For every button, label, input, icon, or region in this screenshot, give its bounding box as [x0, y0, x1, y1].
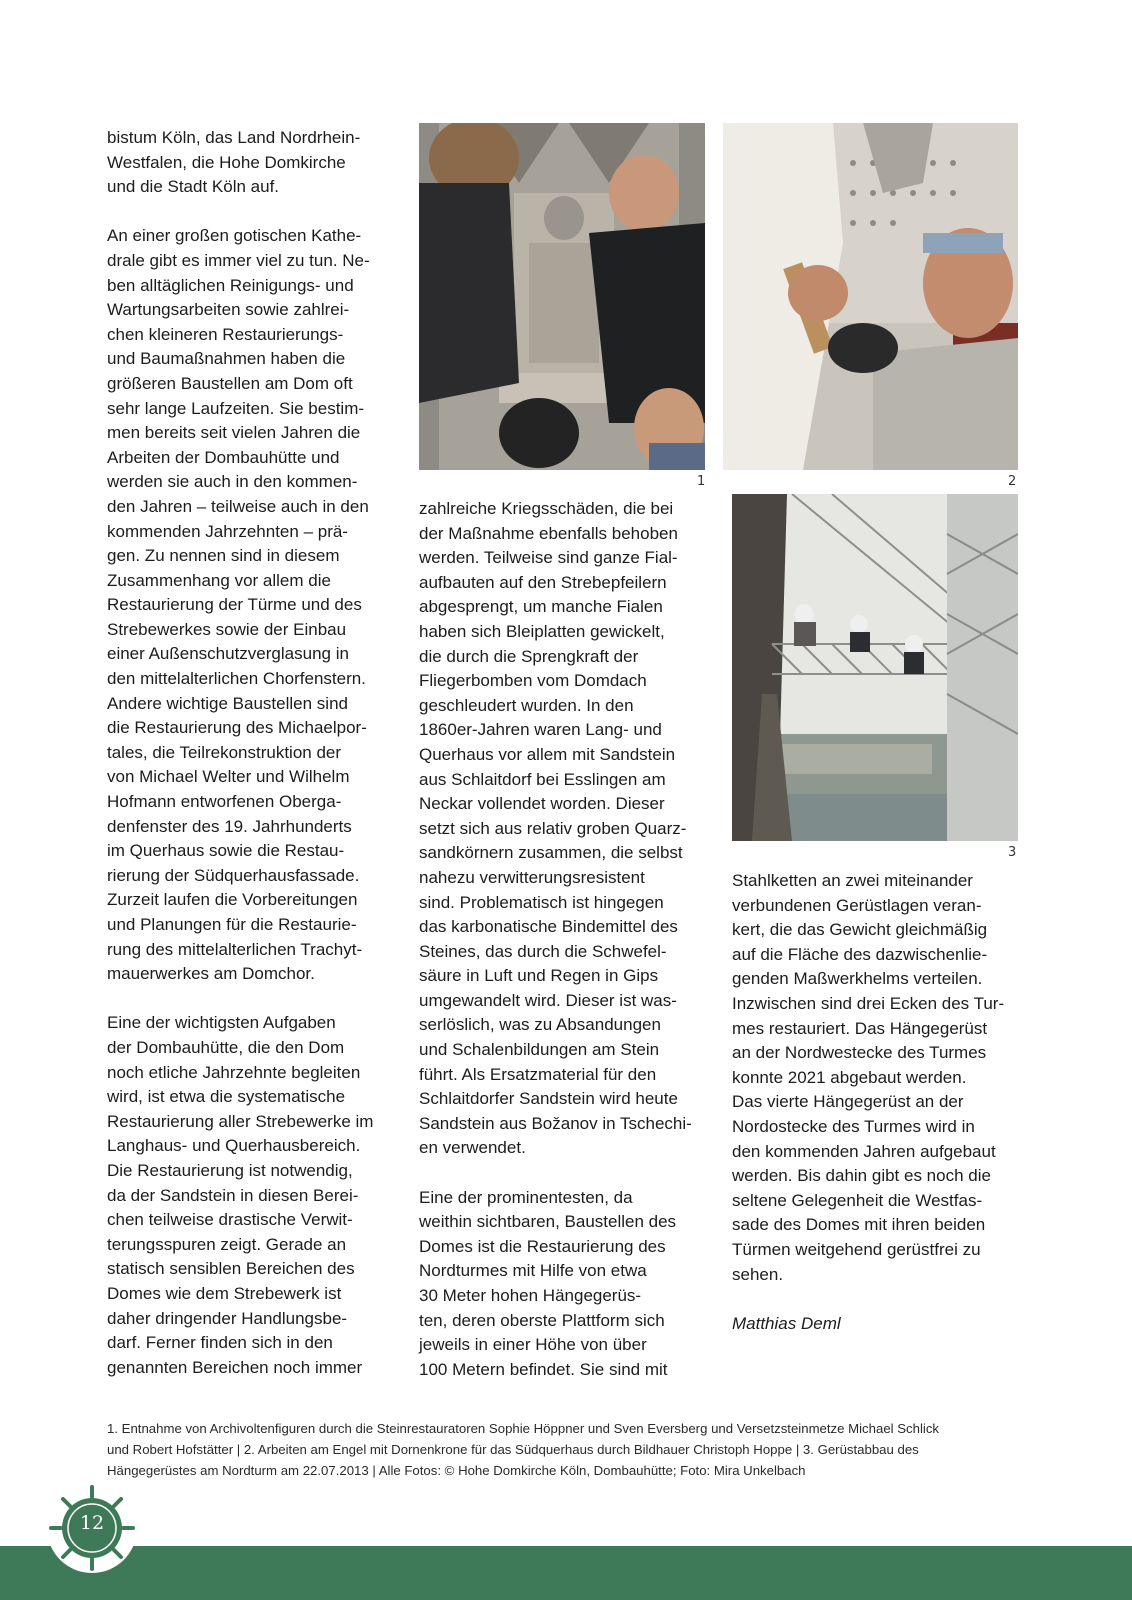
text-line: aus Schlaitdorf bei Esslingen am	[419, 769, 666, 789]
text-column-3	[732, 869, 1022, 1361]
text-line: sandkörnern zusammen, die selbst	[419, 843, 683, 863]
paragraph	[419, 497, 709, 1161]
footer-bar	[0, 1546, 1132, 1600]
text-line: bistum Köln, das Land Nordrhein-	[107, 128, 361, 147]
text-line: wird, ist etwa die systematische	[107, 1087, 346, 1107]
text-line: Steines, das durch die Schwefel-	[419, 941, 667, 961]
text-line: Die Restaurierung ist notwendig,	[107, 1160, 353, 1180]
photo-captions	[107, 1418, 1027, 1481]
text-line: abgesprengt, um manche Fialen	[419, 597, 663, 617]
text-line: 30 Meter hohen Hängegerüs-	[419, 1286, 642, 1305]
text-line: serlöslich, was zu Absandungen	[419, 1015, 661, 1035]
text-line: Nordostecke des Turmes wird in	[732, 1116, 975, 1136]
text-line: geschleudert wurden. In den	[419, 695, 634, 715]
text-line: Strebewerkes sowie der Einbau	[107, 619, 347, 639]
text-line: von Michael Welter und Wilhelm	[107, 767, 350, 787]
text-line: ten, deren oberste Plattform sich	[419, 1310, 665, 1330]
text-line: nahezu verwitterungsresistent	[419, 867, 645, 887]
photo-sculptor	[723, 123, 1018, 470]
text-line: Domes wie dem Strebewerk ist	[107, 1283, 342, 1303]
text-line: drale gibt es immer viel zu tun. Ne-	[107, 250, 370, 270]
caption-line: und Robert Hofstätter | 2. Arbeiten am Engel mit Dornenkrone für das Südquerhaus durch Bildhauer Christoph Hoppe | 3. Gerüstabbau des	[107, 1442, 919, 1457]
text-line: genannten Bereichen noch immer	[107, 1357, 363, 1377]
text-line: Andere wichtige Baustellen sind	[107, 693, 348, 713]
text-line: chen teilweise drastische Verwit-	[107, 1210, 353, 1230]
text-line: und Baumaßnahmen haben die	[107, 349, 346, 369]
text-line: säure in Luft und Regen in Gips	[419, 966, 659, 986]
text-line: tales, die Teilrekonstruktion der	[107, 742, 342, 762]
text-line: en verwendet.	[419, 1138, 526, 1158]
text-line: Westfalen, die Hohe Domkirche	[107, 152, 346, 172]
text-line: chen kleineren Restaurierungs-	[107, 324, 344, 344]
text-line: An einer großen gotischen Kathe-	[107, 226, 362, 246]
text-line: einer Außenschutzverglasung in	[107, 644, 349, 664]
text-line: werden. Teilweise sind ganze Fial-	[419, 548, 678, 568]
paragraph	[107, 1011, 397, 1380]
text-line: statisch sensiblen Bereichen des	[107, 1259, 355, 1279]
text-line: kommenden Jahrzehnten – prä-	[107, 521, 348, 541]
text-line: der Dombauhütte, die den Dom	[107, 1037, 345, 1057]
text-line: führt. Als Ersatzmaterial für den	[419, 1064, 657, 1084]
caption-line: Hängegerüstes am Nordturm am 22.07.2013 | Alle Fotos: © Hohe Domkirche Köln, Dombauhütte; Foto: Mira Unkelbach	[107, 1463, 806, 1478]
text-line: noch etliche Jahrzehnte begleiten	[107, 1062, 361, 1082]
text-line: die durch die Sprengkraft der	[419, 646, 639, 666]
text-line: den Jahren – teilweise auch in den	[107, 496, 369, 516]
text-line: und Schalenbildungen am Stein	[419, 1040, 660, 1060]
paragraph	[419, 1186, 709, 1383]
page-badge	[47, 1483, 137, 1573]
text-line: Neckar vollendet worden. Dieser	[419, 794, 665, 814]
page-number: 12	[79, 1512, 105, 1534]
text-line: auf die Fläche des dazwischenlie-	[732, 944, 988, 964]
photo-number: 1	[697, 474, 706, 489]
text-line: sehr lange Laufzeiten. Sie bestim-	[107, 398, 365, 418]
text-line: umgewandelt wird. Dieser ist was-	[419, 990, 677, 1010]
text-line: und die Stadt Köln auf.	[107, 177, 280, 197]
text-line: größeren Baustellen am Dom oft	[107, 373, 353, 393]
text-line: und Planungen für die Restaurie-	[107, 915, 357, 934]
paragraph	[107, 224, 397, 986]
text-line: Langhaus- und Querhausbereich.	[107, 1136, 361, 1156]
text-line: der Maßnahme ebenfalls behoben	[419, 523, 678, 543]
text-line: 1860er-Jahren waren Lang- und	[419, 720, 662, 740]
text-line: im Querhaus sowie die Restau-	[107, 841, 345, 861]
author-name: Matthias Deml	[732, 1313, 841, 1333]
text-line: Domes ist die Restaurierung des	[419, 1236, 666, 1256]
text-line: konnte 2021 abgebaut werden.	[732, 1067, 967, 1087]
paragraph	[732, 869, 1022, 1287]
text-line: seltene Gelegenheit die Westfas-	[732, 1190, 983, 1210]
text-line: weithin sichtbaren, Baustellen des	[419, 1212, 677, 1232]
text-line: Querhaus vor allem mit Sandstein	[419, 744, 676, 764]
text-line: sade des Domes mit ihren beiden	[732, 1215, 986, 1235]
text-line: den mittelalterlichen Chorfenstern.	[107, 669, 366, 689]
text-line: die Restaurierung des Michaelpor-	[107, 718, 367, 738]
text-line: sehen.	[732, 1264, 784, 1284]
text-line: aufbauten auf den Strebepfeilern	[419, 572, 667, 592]
text-line: verbundenen Gerüstlagen veran-	[732, 895, 982, 915]
text-line: das karbonatische Bindemittel des	[419, 917, 678, 937]
paragraph	[107, 126, 397, 200]
text-line: Restaurierung aller Strebewerke im	[107, 1111, 374, 1131]
text-line: denfenster des 19. Jahrhunderts	[107, 816, 352, 836]
text-line: mes restauriert. Das Hängegerüst	[732, 1018, 988, 1038]
text-line: zahlreiche Kriegsschäden, die bei	[419, 499, 674, 518]
photo-figure-removal	[419, 123, 705, 470]
text-line: Inzwischen sind drei Ecken des Tur-	[732, 993, 1005, 1013]
text-column-1	[107, 126, 397, 1405]
text-line: gen. Zu nennen sind in diesem	[107, 546, 340, 566]
text-line: terungsspuren zeigt. Gerade an	[107, 1234, 347, 1254]
text-line: Hofmann entworfenen Oberga-	[107, 792, 342, 812]
text-line: rierung der Südquerhausfassade.	[107, 865, 360, 885]
text-line: Das vierte Hängegerüst an der	[732, 1092, 964, 1112]
text-line: den kommenden Jahren aufgebaut	[732, 1141, 996, 1161]
text-line: setzt sich aus relativ groben Quarz-	[419, 818, 687, 838]
text-line: sind. Problematisch ist hingegen	[419, 892, 664, 912]
caption-line: 1. Entnahme von Archivoltenfiguren durch die Steinrestauratoren Sophie Höppner und Sven Eversberg und Versetzsteinmetze Michael Schlick	[107, 1421, 940, 1436]
text-line: Schlaitdorfer Sandstein wird heute	[419, 1089, 678, 1109]
text-line: daher dringender Handlungsbe-	[107, 1308, 348, 1328]
text-line: Restaurierung der Türme und des	[107, 595, 362, 615]
text-line: Eine der wichtigsten Aufgaben	[107, 1013, 336, 1033]
text-line: Stahlketten an zwei miteinander	[732, 871, 973, 890]
text-line: men bereits seit vielen Jahren die	[107, 423, 361, 443]
photo-number: 2	[1008, 474, 1017, 489]
text-line: Wartungsarbeiten sowie zahlrei-	[107, 300, 350, 320]
text-line: Zusammenhang vor allem die	[107, 570, 331, 590]
text-line: Zurzeit laufen die Vorbereitungen	[107, 890, 358, 910]
text-line: Türmen weitgehend gerüstfrei zu	[732, 1239, 981, 1259]
text-line: Nordturmes mit Hilfe von etwa	[419, 1261, 647, 1281]
text-column-2	[419, 497, 709, 1407]
text-line: darf. Ferner finden sich in den	[107, 1333, 333, 1353]
text-line: rung des mittelalterlichen Trachyt-	[107, 939, 363, 959]
text-line: haben sich Bleiplatten gewickelt,	[419, 621, 665, 641]
text-line: Fliegerbomben vom Domdach	[419, 671, 647, 691]
text-line: Arbeiten der Dombauhütte und	[107, 447, 340, 467]
photo-scaffold	[732, 494, 1018, 841]
text-line: Eine der prominentesten, da	[419, 1187, 633, 1207]
text-line: Sandstein aus Božanov in Tschechi-	[419, 1113, 692, 1133]
text-line: werden sie auch in den kommen-	[107, 472, 358, 492]
text-line: genden Maßwerkhelms verteilen.	[732, 969, 983, 989]
text-line: jeweils in einer Höhe von über	[419, 1335, 647, 1355]
text-line: ben alltäglichen Reinigungs- und	[107, 275, 354, 295]
text-line: da der Sandstein in diesen Berei-	[107, 1185, 359, 1205]
text-line: mauerwerkes am Domchor.	[107, 964, 315, 984]
photo-number: 3	[1008, 845, 1017, 860]
text-line: 100 Metern befindet. Sie sind mit	[419, 1359, 668, 1379]
text-line: werden. Bis dahin gibt es noch die	[732, 1166, 991, 1186]
text-line: kert, die das Gewicht gleichmäßig	[732, 920, 988, 940]
text-line: an der Nordwestecke des Turmes	[732, 1043, 987, 1063]
